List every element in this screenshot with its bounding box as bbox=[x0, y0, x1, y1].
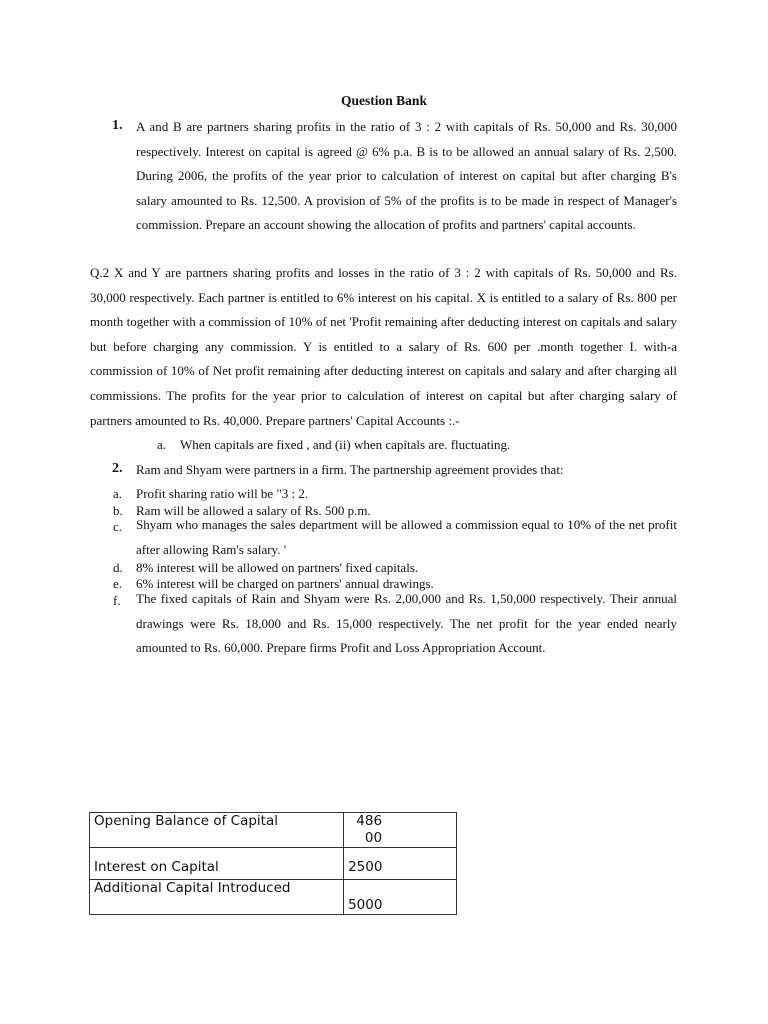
list-item-label: a. bbox=[113, 486, 123, 501]
table-cell-label: Opening Balance of Capital bbox=[90, 813, 344, 848]
question-1-text: A and B are partners sharing profits in the ratio of 3 : 2 with capitals of Rs. 50,000 and Rs. 30,000 respectively. Interest on capital is agreed @ 6% p.a. B is to be allowed an annual salary of Rs. 2,500. During 2006, the profits of the year prior to calculation of interest on capital but after charging B's salary amounted to Rs. 12,500. A provision of 5% of the profits is to be made in respect of Manager's commission. Prepare an account showing the allocation of profits and partners' capital accounts. bbox=[136, 119, 677, 233]
list-item-label: c. bbox=[113, 519, 123, 534]
list-item-text: Profit sharing ratio will be "3 : 2. bbox=[136, 486, 309, 501]
table-cell-value bbox=[344, 813, 457, 848]
list-item-label: f. bbox=[113, 593, 121, 608]
table-row bbox=[90, 813, 457, 848]
question-1-number: 1. bbox=[112, 118, 123, 133]
list-item-label: e. bbox=[113, 576, 123, 591]
question-2-sub-label: a. bbox=[157, 437, 167, 452]
page-title: Question Bank bbox=[341, 93, 427, 108]
list-item-text: Ram will be allowed a salary of Rs. 500 p.m. bbox=[136, 503, 371, 518]
list-item-label: b. bbox=[113, 503, 123, 518]
table-cell-label: Interest on Capital bbox=[90, 848, 344, 880]
question-2-sub-text: When capitals are fixed , and (ii) when capitals are. fluctuating. bbox=[180, 437, 511, 452]
table-row bbox=[90, 880, 457, 915]
table-cell-value: 5000 bbox=[344, 880, 457, 915]
list-item-text: 8% interest will be allowed on partners' fixed capitals. bbox=[136, 560, 419, 575]
capital-table bbox=[89, 812, 457, 915]
table-cell-number: 48600 bbox=[356, 813, 383, 846]
question-3-number: 2. bbox=[112, 461, 123, 476]
list-item-text: 6% interest will be charged on partners' annual drawings. bbox=[136, 576, 434, 591]
table-row bbox=[90, 848, 457, 880]
list-item-text: Shyam who manages the sales department will be allowed a commission equal to 10% of the net profit after allowing Ram's salary. ' bbox=[136, 517, 677, 557]
question-3-intro: Ram and Shyam were partners in a firm. The partnership agreement provides that: bbox=[136, 462, 564, 477]
table-cell-label: Additional Capital Introduced bbox=[90, 880, 344, 915]
list-item-text: The fixed capitals of Rain and Shyam were Rs. 2,00,000 and Rs. 1,50,000 respectively. Their annual drawings were Rs. 18,000 and Rs. 15,000 respectively. The net profit for the year ended nearly amounted to Rs. 60,000. Prepare firms Profit and Loss Appropriation Account. bbox=[136, 591, 677, 656]
question-2-text: Q.2 X and Y are partners sharing profits and losses in the ratio of 3 : 2 with capitals of Rs. 50,000 and Rs. 30,000 respectively. Each partner is entitled to 6% interest on his capital. X is entitled to a salary of Rs. 800 per month together with a commission of 10% of net 'Profit remaining after deducting interest on capitals and salary but before charging any commission. Y is entitled to a salary of Rs. 600 per .month together I. with-a commission of 10% of Net profit remaining after deducting interest on capitals and salary and after charging all commissions. The profits for the year prior to calculation of interest on capital but after charging salary of partners amounted to Rs. 40,000. Prepare partners' Capital Accounts :.- bbox=[90, 265, 677, 428]
list-item-label: d. bbox=[113, 560, 123, 575]
table-cell-value: 2500 bbox=[344, 848, 457, 880]
